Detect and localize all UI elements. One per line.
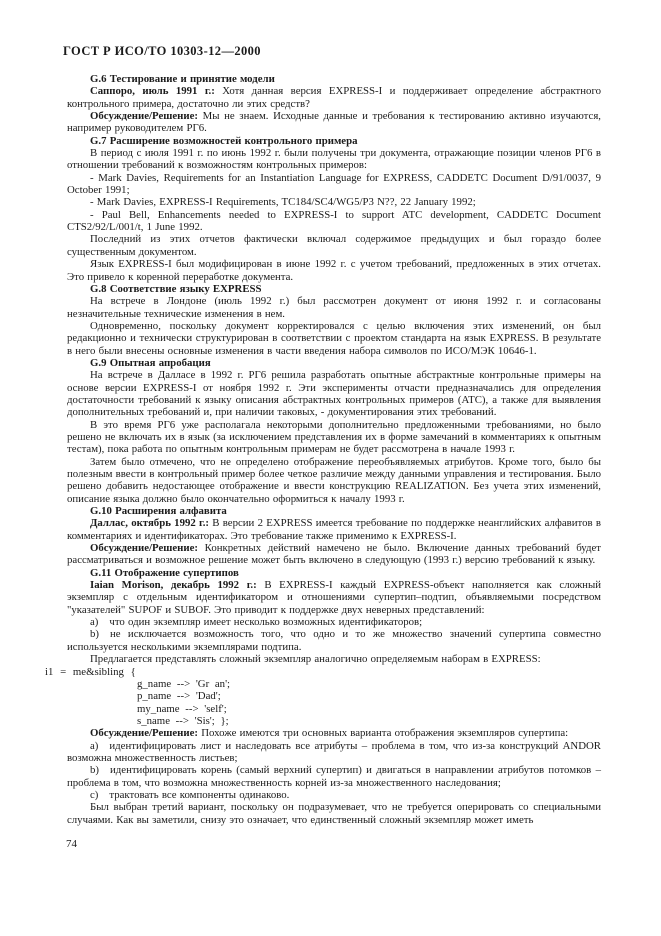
paragraph-text: В версии 2 EXPRESS имеется требование по поддержке неанглийских алфавитов в комментариях и идентификаторах. Это требование также применимо к EXPRESS-I. [67,517,601,542]
paragraph [67,320,601,357]
paragraph [67,233,601,258]
list-item [67,628,601,653]
code-line-text: my_name --> 'self'; [137,702,227,715]
code-line-text: p_name --> 'Dad'; [137,690,221,703]
paragraph [67,172,601,197]
paragraph-text: - Paul Bell, Enhancements needed to EXPRESS-I to support ATC development, CADDETC Document CTS2/92/L/001/t, 1 June 1992. [67,208,601,234]
section-heading [67,505,601,517]
list-item-text: что один экземпляр имеет несколько возможных идентификаторов; [109,616,423,629]
list-item-text: идентифицировать корень (самый верхний супертип) и двигаться в направлении атрибутов потомков – проблема в том, что возможна множественность корней из-за множественного наследования; [67,764,601,789]
paragraph [67,110,601,135]
paragraph-text: Предлагается представлять сложный экземпляр аналогично определяемым наборам в EXPRESS: [90,653,541,666]
paragraph [67,147,601,172]
page-number: 74 [66,838,77,850]
paragraph-lead: Даллас, октябрь 1992 г.: [90,517,210,530]
paragraph [67,517,601,542]
paragraph [67,295,601,320]
code-line-text: i1 = me&sibling { [45,665,136,678]
paragraph [67,653,601,665]
paragraph-text: - Mark Davies, EXPRESS-I Requirements, TC184/SC4/WG5/P3 N??, 22 January 1992; [90,196,476,209]
paragraph [67,419,601,456]
section-heading-text: G.8 Соответствие языку EXPRESS [90,282,262,295]
paragraph-text: Последний из этих отчетов фактически включал содержимое предыдущих и был гораздо более существенным документом. [67,233,601,258]
paragraph-text: Язык EXPRESS-I был модифицирован в июне 1992 г. с учетом требований, предложенных в этих отчетах. Это привело к коренной переработке документа. [67,258,601,283]
paragraph [67,542,601,567]
paragraph [67,456,601,505]
list-item-label: b) [90,764,99,777]
paragraph-lead: Обсуждение/Решение: [90,727,199,740]
code-line [67,715,601,727]
paragraph-text: Хотя данная версия EXPRESS-I и поддерживает определение абстрактного контрольного примера, достаточно ли этих средств? [67,85,602,110]
list-item [67,789,601,801]
code-line-text: g_name --> 'Gr an'; [137,677,231,690]
list-item-text: не исключается возможность того, что одно и то же множество значений супертипа совместно используется несколькими экземплярами подтипа. [67,628,601,653]
section-heading-text: G.6 Тестирование и принятие модели [90,73,275,85]
section-heading-text: G.10 Расширения алфавита [90,505,227,518]
section-heading-text: G.9 Опытная апробация [90,356,211,369]
paragraph-text: Мы не знаем. Исходные данные и требования к тестированию активно изучаются, например руководителем РГ6. [67,110,601,135]
paragraph-text: Затем было отмечено, что не определено отображение переобъявляемых атрибутов. Кроме того, было бы полезным ввести в контрольный пример более четкое различие между данными управления и тестирования. Было решено добавить недостающее отображение и ввести конструкцию REALIZATION. Без учета этих изменений, описание языка должно было окончательно оформиться к началу 1993 г. [67,455,601,505]
paragraph [67,85,601,110]
paragraph-text: - Mark Davies, Requirements for an Instantiation Language for EXPRESS, CADDETC Document D/91/0037, 9 October 1991; [67,171,601,197]
list-item-label: c) [90,788,99,801]
list-item [67,616,601,628]
paragraph-text: На встрече в Далласе в 1992 г. РГ6 решила разработать опытные абстрактные контрольные примеры на основе версии EXPRESS-I от ноября 1992 г. Эти эксперименты отчасти предназначались для определения достаточности требований к языку описания абстрактных контрольных примеров (ATC), а также для выявления дополнительных требований и, при наличии таковых, - документирования этих требований. [67,369,601,419]
section-heading [67,567,601,579]
paragraph-lead: Саппоро, июль 1991 г.: [90,85,215,98]
paragraph-text: В это время РГ6 уже располагала некоторыми дополнительно предложенными требованиями, но было решено не включать их в язык (за исключением представления их в форме замечаний в комментариях к опытным тестам), пока работа по опытным контрольным примерам не будет рассмотрена в начале 1993 г. [67,418,601,456]
paragraph-lead: Обсуждение/Решение: [90,542,199,555]
paragraph-text: В период с июля 1991 г. по июнь 1992 г. были получены три документа, отражающие позиции членов РГ6 в отношении требований к возможностям контрольных примеров: [67,147,601,172]
paragraph [67,209,601,234]
paragraph-lead: Iaian Morison, декабрь 1992 г.: [90,579,257,592]
paragraph [67,727,601,739]
section-heading-text: G.7 Расширение возможностей контрольного примера [90,134,358,147]
list-item-label: b) [90,628,99,641]
paragraph [67,801,601,826]
list-item-label: a) [90,616,99,629]
paragraph [67,369,601,418]
paragraph-text: Одновременно, поскольку документ корректировался с целью включения этих изменений, он был редакционно и технически структурирован в соответствии с проектом стандарта на язык EXPRESS. В результате в него были внесены основные изменения в части введения набора символов по ИСО/МЭК 10646-1. [67,319,601,357]
list-item [67,740,601,765]
section-heading [67,73,601,85]
paragraph-text: На встрече в Лондоне (июль 1992 г.) был рассмотрен документ от июня 1992 г. и согласованы незначительные технические изменения в нем. [67,295,601,320]
paragraph-text: Конкретных действий намечено не было. Включение данных требований будет рассматриваться и возможное решение может быть включено в следующую (1993 г.) версию требований к языку. [67,542,601,567]
code-line [45,666,601,678]
paragraph-text: Был выбран третий вариант, поскольку он подразумевает, что не требуется оперировать со специальными случаями. Как вы заметили, снизу это означает, что единственный сложный экземпляр может иметь [67,801,601,826]
list-item-text: идентифицировать лист и наследовать все атрибуты – проблема в том, что из-за конструкций ANDOR возможна множественность листьев; [67,739,601,764]
code-line [67,678,601,690]
paragraph [67,258,601,283]
paragraph-text: В EXPRESS-I каждый EXPRESS-объект наполняется как сложный экземпляр с отдельным идентификатором и отношениями супертип–подтип, объявляемыми посредством "указателей" SUPOF и SUBOF. Это приводит к поддержке двух неверных представлений: [67,579,601,616]
section-heading [67,283,601,295]
list-item [67,764,601,789]
code-line-text: s_name --> 'Sis'; }; [137,714,229,727]
paragraph-lead: Обсуждение/Решение: [90,110,199,123]
paragraph [67,579,601,616]
code-line [67,703,601,715]
document-header: ГОСТ Р ИСО/ТО 10303-12—2000 [63,44,261,58]
list-item-text: трактовать все компоненты одинаково. [109,788,290,801]
list-item-label: a) [90,739,99,752]
section-heading [67,135,601,147]
paragraph-text: Похоже имеются три основных варианта отображения экземпляров супертипа: [198,727,569,740]
code-line [67,690,601,702]
document-body [45,73,602,826]
section-heading [67,357,601,369]
section-heading-text: G.11 Отображение супертипов [90,566,239,579]
paragraph [67,196,601,208]
